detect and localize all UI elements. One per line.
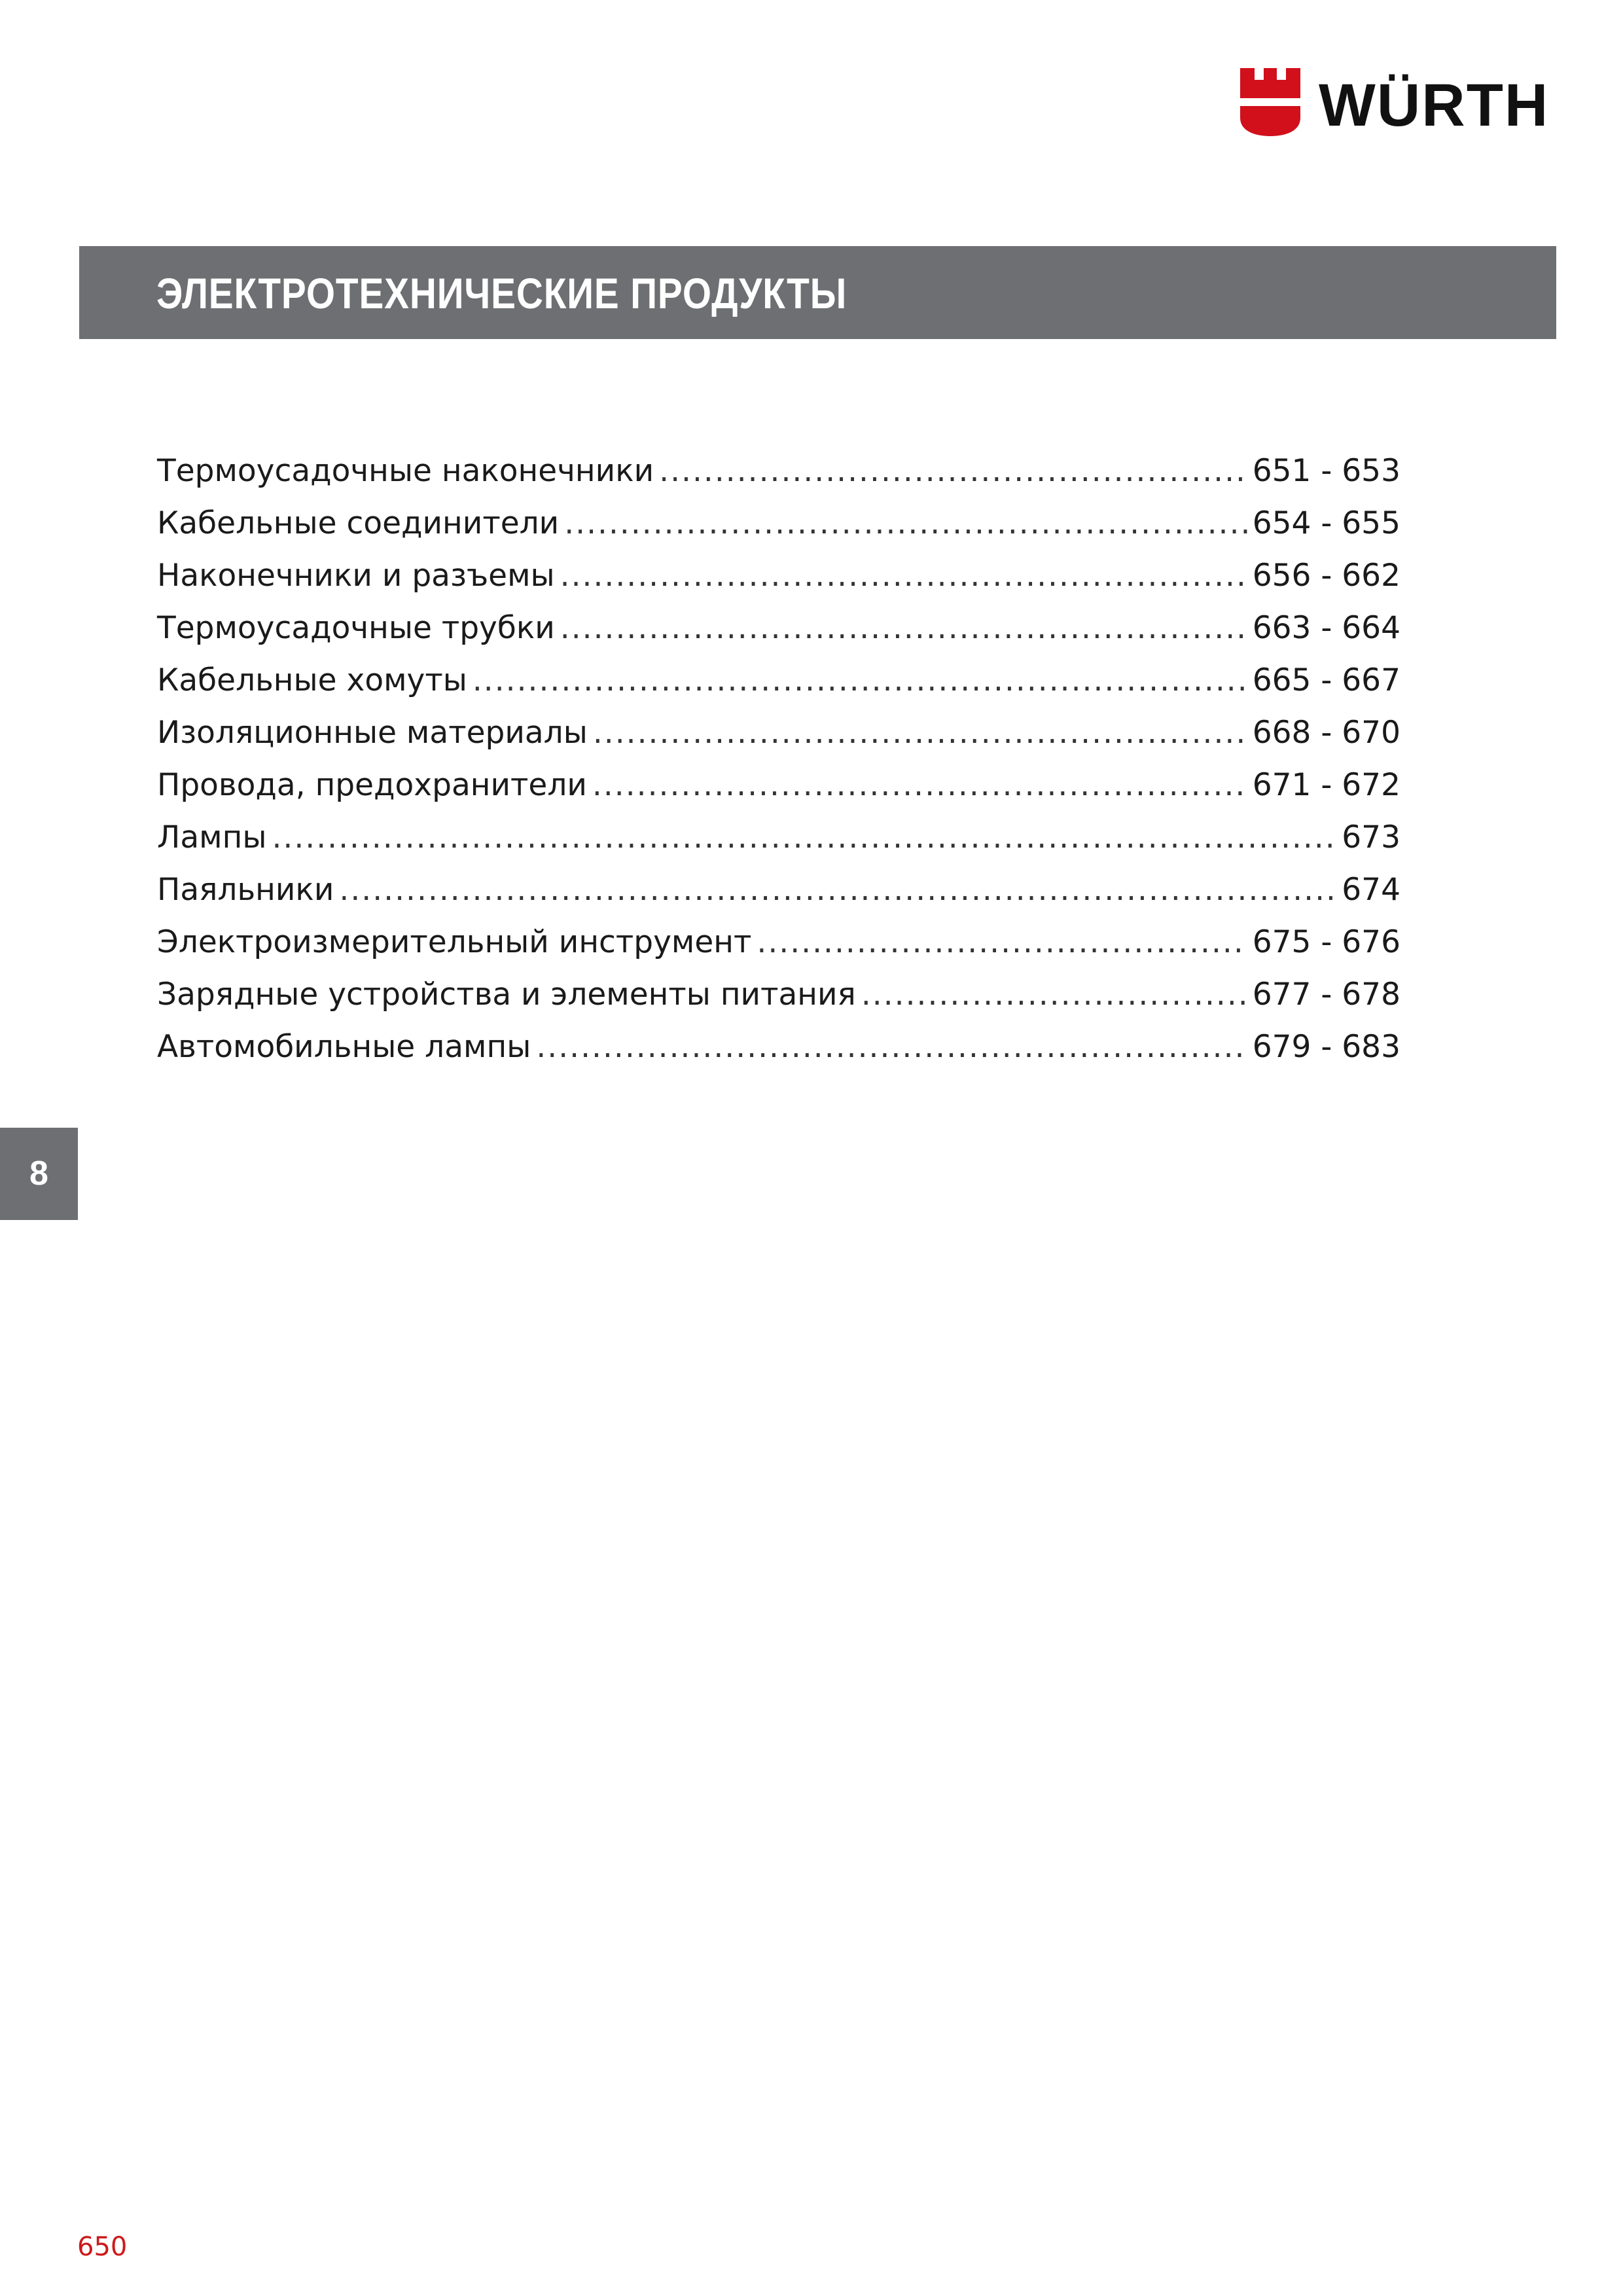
toc-item-label: Зарядные устройства и элементы питания [157, 977, 856, 1013]
toc-item-label: Наконечники и разъемы [157, 558, 555, 594]
page-number: 650 [77, 2232, 128, 2262]
toc-item-label: Лампы [157, 819, 267, 855]
toc-row[interactable] [157, 916, 1400, 969]
toc-dot-leader [593, 707, 1247, 759]
toc-row[interactable] [157, 1021, 1400, 1073]
toc-item-pages: 654 - 655 [1252, 505, 1400, 541]
toc-dot-leader [564, 497, 1247, 550]
toc-dot-leader [592, 759, 1247, 812]
toc-dot-leader [536, 1021, 1247, 1073]
toc-dot-leader [659, 445, 1247, 497]
toc-item-label: Термоусадочные наконечники [157, 453, 654, 489]
toc-item-label: Провода, предохранители [157, 767, 587, 803]
toc-item-pages: 656 - 662 [1252, 558, 1400, 594]
toc-row[interactable] [157, 864, 1400, 916]
toc-dot-leader [560, 602, 1247, 655]
toc-item-pages: 671 - 672 [1252, 767, 1400, 803]
toc-item-label: Термоусадочные трубки [157, 610, 555, 646]
toc-item-pages: 663 - 664 [1252, 610, 1400, 646]
toc-item-pages: 668 - 670 [1252, 715, 1400, 751]
toc-item-pages: 674 [1342, 872, 1400, 908]
toc-item-pages: 679 - 683 [1252, 1029, 1400, 1065]
toc-item-pages: 677 - 678 [1252, 977, 1400, 1013]
logo-wordmark: WÜRTH [1319, 72, 1550, 139]
toc-item-label: Автомобильные лампы [157, 1029, 531, 1065]
toc-dot-leader [560, 550, 1247, 602]
toc-item-pages: 675 - 676 [1252, 924, 1400, 960]
toc-item-pages: 665 - 667 [1252, 662, 1400, 698]
toc-item-pages: 651 - 653 [1252, 453, 1400, 489]
toc-dot-leader [473, 655, 1247, 707]
chapter-tab-label: 8 [29, 1155, 48, 1193]
toc-item-label: Изоляционные материалы [157, 715, 588, 751]
toc-row[interactable] [157, 497, 1400, 550]
toc-dot-leader [861, 969, 1247, 1021]
toc-dot-leader [757, 916, 1247, 969]
toc-item-label: Паяльники [157, 872, 334, 908]
table-of-contents [157, 445, 1400, 1073]
toc-row[interactable] [157, 550, 1400, 602]
toc-item-label: Кабельные соединители [157, 505, 560, 541]
toc-row[interactable] [157, 707, 1400, 759]
toc-item-label: Кабельные хомуты [157, 662, 467, 698]
wurth-logo [1240, 65, 1564, 139]
toc-dot-leader [339, 864, 1336, 916]
toc-row[interactable] [157, 602, 1400, 655]
wurth-logo-icon [1240, 65, 1564, 139]
toc-row[interactable] [157, 759, 1400, 812]
toc-item-label: Электроизмерительный инструмент [157, 924, 752, 960]
toc-row[interactable] [157, 969, 1400, 1021]
toc-dot-leader [272, 812, 1336, 864]
section-title-bar [79, 246, 1556, 339]
toc-row[interactable] [157, 445, 1400, 497]
chapter-tab [0, 1128, 78, 1220]
toc-row[interactable] [157, 812, 1400, 864]
section-title: ЭЛЕКТРОТЕХНИЧЕСКИЕ ПРОДУКТЫ [156, 269, 847, 317]
toc-row[interactable] [157, 655, 1400, 707]
toc-item-pages: 673 [1342, 819, 1400, 855]
